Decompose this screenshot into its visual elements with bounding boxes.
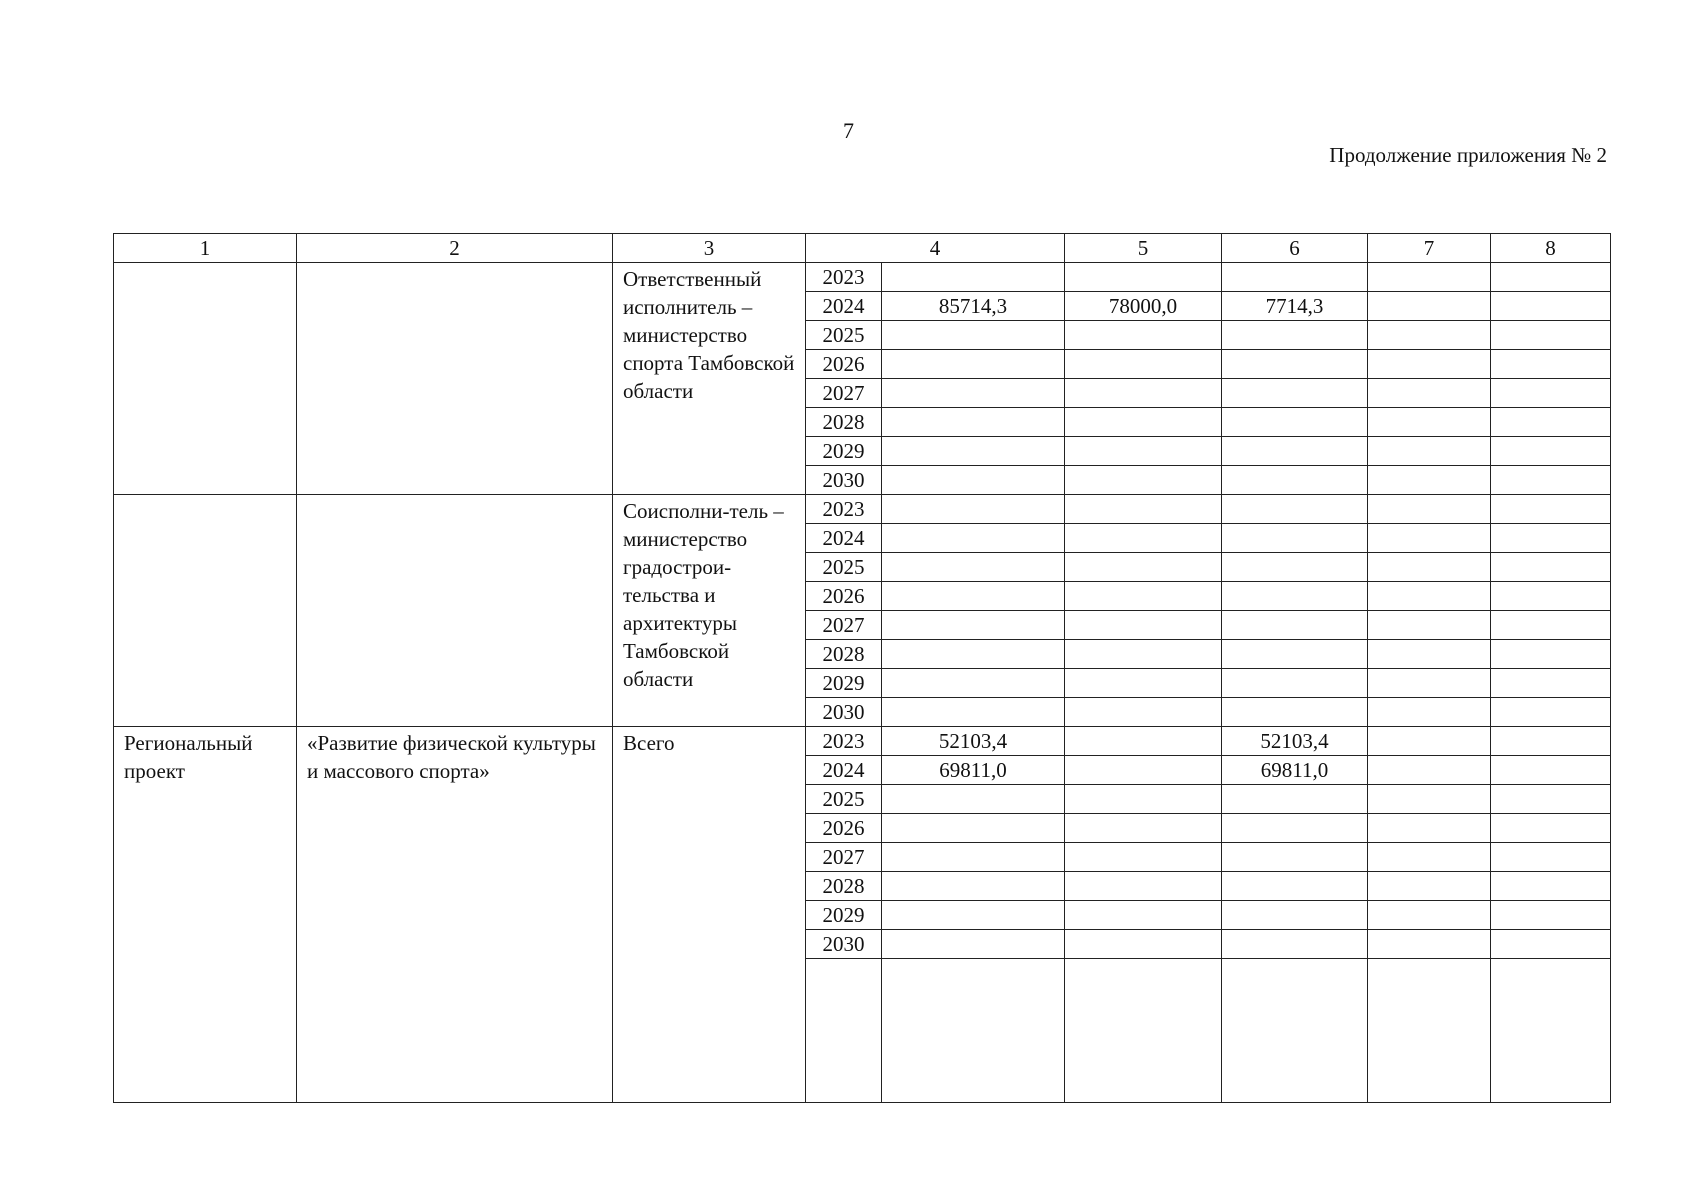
value-cell-c8 xyxy=(1491,872,1611,901)
value-cell-c8 xyxy=(1491,698,1611,727)
value-cell-c4 xyxy=(882,466,1065,495)
value-cell-c8 xyxy=(1491,814,1611,843)
year-cell: 2028 xyxy=(806,408,882,437)
value-cell-c4 xyxy=(882,350,1065,379)
value-cell-c6 xyxy=(1222,930,1368,959)
value-cell-c6 xyxy=(1222,495,1368,524)
value-cell-c7 xyxy=(1368,640,1491,669)
value-cell-c4 xyxy=(882,408,1065,437)
year-cell: 2029 xyxy=(806,669,882,698)
year-cell: 2030 xyxy=(806,466,882,495)
value-cell-c5 xyxy=(1065,727,1222,756)
year-cell: 2028 xyxy=(806,640,882,669)
value-cell-c5 xyxy=(1065,814,1222,843)
funding-table xyxy=(113,233,1611,1103)
value-cell-c8 xyxy=(1491,785,1611,814)
value-cell-c5 xyxy=(1065,843,1222,872)
table-row xyxy=(114,727,1611,756)
value-cell-c7 xyxy=(1368,843,1491,872)
value-cell-c6 xyxy=(1222,524,1368,553)
year-cell: 2030 xyxy=(806,930,882,959)
empty-cell xyxy=(882,959,1065,1103)
value-cell-c7 xyxy=(1368,408,1491,437)
value-cell-c4 xyxy=(882,553,1065,582)
value-cell-c5 xyxy=(1065,350,1222,379)
value-cell-c4 xyxy=(882,263,1065,292)
year-cell: 2024 xyxy=(806,756,882,785)
value-cell-c7 xyxy=(1368,437,1491,466)
value-cell-c5 xyxy=(1065,698,1222,727)
value-cell-c8 xyxy=(1491,901,1611,930)
group-col2-cell xyxy=(297,263,613,495)
value-cell-c7 xyxy=(1368,292,1491,321)
header-cell: 8 xyxy=(1491,234,1611,263)
empty-cell xyxy=(1491,959,1611,1103)
header-row xyxy=(114,234,1611,263)
year-cell: 2026 xyxy=(806,814,882,843)
value-cell-c7 xyxy=(1368,698,1491,727)
value-cell-c4 xyxy=(882,640,1065,669)
empty-cell xyxy=(1222,959,1368,1103)
year-cell: 2028 xyxy=(806,872,882,901)
value-cell-c5 xyxy=(1065,408,1222,437)
value-cell-c7 xyxy=(1368,756,1491,785)
year-cell: 2024 xyxy=(806,292,882,321)
header-cell: 4 xyxy=(806,234,1065,263)
value-cell-c8 xyxy=(1491,669,1611,698)
value-cell-c5 xyxy=(1065,785,1222,814)
year-cell: 2024 xyxy=(806,524,882,553)
value-cell-c5 xyxy=(1065,466,1222,495)
value-cell-c4 xyxy=(882,495,1065,524)
header-cell: 2 xyxy=(297,234,613,263)
value-cell-c5 xyxy=(1065,263,1222,292)
value-cell-c6 xyxy=(1222,263,1368,292)
value-cell-c8 xyxy=(1491,611,1611,640)
value-cell-c4 xyxy=(882,379,1065,408)
group-col1-cell xyxy=(114,263,297,495)
group-col3-cell: Всего xyxy=(613,727,806,1103)
value-cell-c6 xyxy=(1222,669,1368,698)
value-cell-c8 xyxy=(1491,756,1611,785)
year-cell: 2026 xyxy=(806,582,882,611)
value-cell-c4 xyxy=(882,814,1065,843)
header-cell: 1 xyxy=(114,234,297,263)
value-cell-c5 xyxy=(1065,495,1222,524)
value-cell-c8 xyxy=(1491,553,1611,582)
value-cell-c6 xyxy=(1222,640,1368,669)
value-cell-c4 xyxy=(882,901,1065,930)
value-cell-c6 xyxy=(1222,814,1368,843)
year-cell: 2029 xyxy=(806,437,882,466)
value-cell-c7 xyxy=(1368,669,1491,698)
value-cell-c5 xyxy=(1065,930,1222,959)
value-cell-c7 xyxy=(1368,727,1491,756)
table-row xyxy=(114,495,1611,524)
empty-cell xyxy=(1065,959,1222,1103)
value-cell-c8 xyxy=(1491,843,1611,872)
value-cell-c8 xyxy=(1491,437,1611,466)
value-cell-c7 xyxy=(1368,785,1491,814)
value-cell-c7 xyxy=(1368,524,1491,553)
table-row xyxy=(114,263,1611,292)
value-cell-c4 xyxy=(882,321,1065,350)
value-cell-c8 xyxy=(1491,263,1611,292)
value-cell-c8 xyxy=(1491,408,1611,437)
header-cell: 5 xyxy=(1065,234,1222,263)
value-cell-c4 xyxy=(882,930,1065,959)
value-cell-c7 xyxy=(1368,466,1491,495)
value-cell-c8 xyxy=(1491,930,1611,959)
value-cell-c5 xyxy=(1065,756,1222,785)
header-cell: 7 xyxy=(1368,234,1491,263)
value-cell-c5 xyxy=(1065,669,1222,698)
value-cell-c7 xyxy=(1368,872,1491,901)
year-cell: 2030 xyxy=(806,698,882,727)
value-cell-c8 xyxy=(1491,495,1611,524)
year-cell: 2025 xyxy=(806,553,882,582)
value-cell-c7 xyxy=(1368,321,1491,350)
value-cell-c5 xyxy=(1065,640,1222,669)
value-cell-c6 xyxy=(1222,379,1368,408)
value-cell-c5 xyxy=(1065,872,1222,901)
value-cell-c7 xyxy=(1368,553,1491,582)
value-cell-c6 xyxy=(1222,350,1368,379)
value-cell-c6 xyxy=(1222,466,1368,495)
value-cell-c6: 69811,0 xyxy=(1222,756,1368,785)
page-number: 7 xyxy=(843,118,854,143)
empty-cell xyxy=(1368,959,1491,1103)
value-cell-c6 xyxy=(1222,553,1368,582)
value-cell-c7 xyxy=(1368,582,1491,611)
value-cell-c6 xyxy=(1222,582,1368,611)
value-cell-c5 xyxy=(1065,611,1222,640)
value-cell-c8 xyxy=(1491,292,1611,321)
value-cell-c4: 69811,0 xyxy=(882,756,1065,785)
year-cell: 2027 xyxy=(806,611,882,640)
value-cell-c7 xyxy=(1368,930,1491,959)
value-cell-c8 xyxy=(1491,350,1611,379)
year-cell: 2023 xyxy=(806,727,882,756)
value-cell-c7 xyxy=(1368,379,1491,408)
value-cell-c6 xyxy=(1222,785,1368,814)
appendix-continuation-note: Продолжение приложения № 2 xyxy=(1329,143,1607,167)
group-col2-cell: «Развитие физической культуры и массового спорта» xyxy=(297,727,613,1103)
value-cell-c5 xyxy=(1065,379,1222,408)
value-cell-c8 xyxy=(1491,640,1611,669)
year-cell: 2027 xyxy=(806,379,882,408)
group-col3-cell: Соисполни-тель – министерство градострои-тельства и архитектуры Тамбовской области xyxy=(613,495,806,727)
value-cell-c8 xyxy=(1491,379,1611,408)
value-cell-c4 xyxy=(882,524,1065,553)
year-cell: 2023 xyxy=(806,495,882,524)
value-cell-c5 xyxy=(1065,437,1222,466)
value-cell-c8 xyxy=(1491,321,1611,350)
year-cell: 2029 xyxy=(806,901,882,930)
value-cell-c7 xyxy=(1368,263,1491,292)
value-cell-c8 xyxy=(1491,582,1611,611)
value-cell-c8 xyxy=(1491,727,1611,756)
value-cell-c4: 52103,4 xyxy=(882,727,1065,756)
value-cell-c7 xyxy=(1368,814,1491,843)
value-cell-c4 xyxy=(882,872,1065,901)
group-col3-cell: Ответственный исполнитель – министерство спорта Тамбовской области xyxy=(613,263,806,495)
value-cell-c8 xyxy=(1491,466,1611,495)
value-cell-c6 xyxy=(1222,408,1368,437)
value-cell-c7 xyxy=(1368,350,1491,379)
value-cell-c6: 7714,3 xyxy=(1222,292,1368,321)
empty-cell xyxy=(806,959,882,1103)
value-cell-c5 xyxy=(1065,901,1222,930)
value-cell-c4 xyxy=(882,698,1065,727)
value-cell-c6 xyxy=(1222,843,1368,872)
value-cell-c6 xyxy=(1222,611,1368,640)
value-cell-c6 xyxy=(1222,872,1368,901)
group-col1-cell xyxy=(114,495,297,727)
value-cell-c4 xyxy=(882,611,1065,640)
value-cell-c4 xyxy=(882,843,1065,872)
value-cell-c7 xyxy=(1368,495,1491,524)
value-cell-c4: 85714,3 xyxy=(882,292,1065,321)
header-cell: 3 xyxy=(613,234,806,263)
value-cell-c6: 52103,4 xyxy=(1222,727,1368,756)
value-cell-c4 xyxy=(882,437,1065,466)
value-cell-c7 xyxy=(1368,901,1491,930)
year-cell: 2026 xyxy=(806,350,882,379)
value-cell-c5 xyxy=(1065,524,1222,553)
value-cell-c5 xyxy=(1065,321,1222,350)
value-cell-c4 xyxy=(882,785,1065,814)
year-cell: 2025 xyxy=(806,321,882,350)
value-cell-c4 xyxy=(882,669,1065,698)
value-cell-c8 xyxy=(1491,524,1611,553)
value-cell-c5 xyxy=(1065,582,1222,611)
group-col2-cell xyxy=(297,495,613,727)
group-col1-cell: Региональный проект xyxy=(114,727,297,1103)
year-cell: 2027 xyxy=(806,843,882,872)
value-cell-c4 xyxy=(882,582,1065,611)
year-cell: 2025 xyxy=(806,785,882,814)
value-cell-c6 xyxy=(1222,901,1368,930)
header-cell: 6 xyxy=(1222,234,1368,263)
year-cell: 2023 xyxy=(806,263,882,292)
value-cell-c6 xyxy=(1222,698,1368,727)
value-cell-c7 xyxy=(1368,611,1491,640)
value-cell-c6 xyxy=(1222,437,1368,466)
value-cell-c5 xyxy=(1065,553,1222,582)
value-cell-c6 xyxy=(1222,321,1368,350)
value-cell-c5: 78000,0 xyxy=(1065,292,1222,321)
